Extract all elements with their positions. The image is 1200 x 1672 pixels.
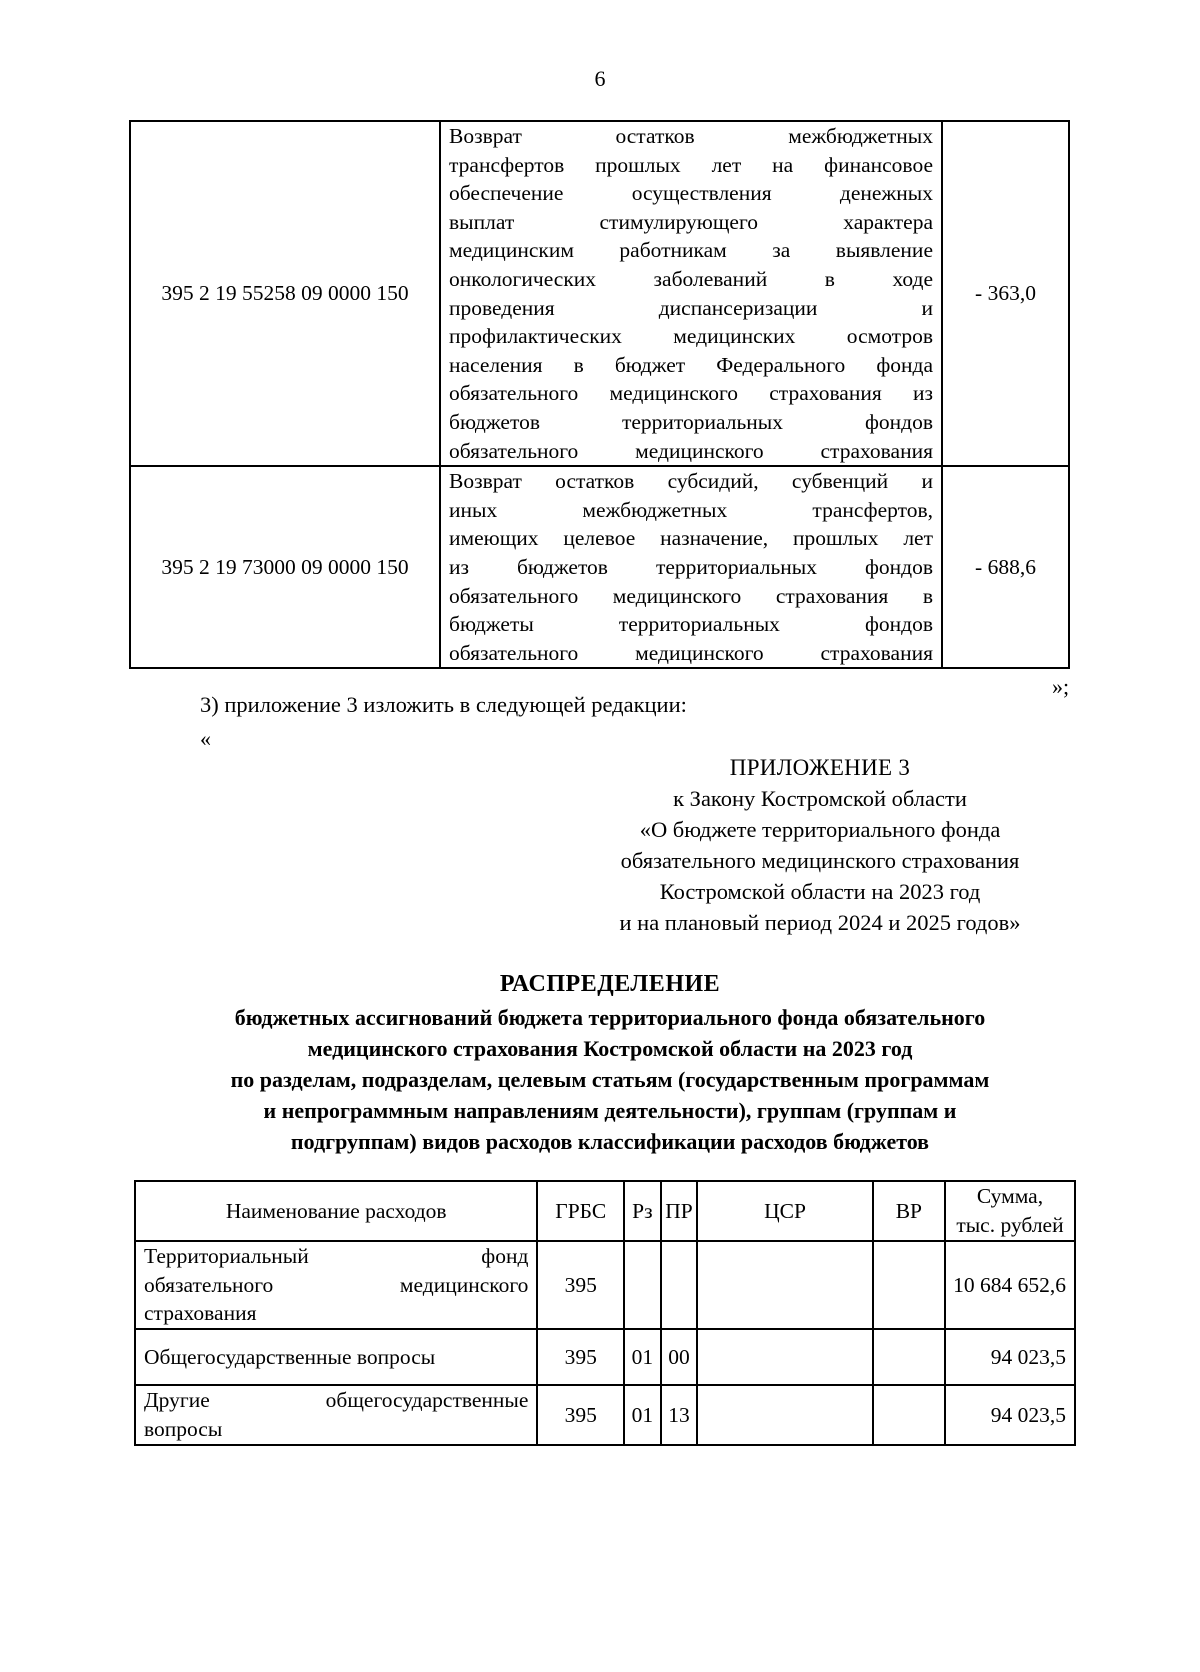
expense-name: [135, 1385, 537, 1445]
description-line: выплат стимулирующего характера: [449, 209, 933, 234]
table-row: [135, 1385, 1075, 1445]
expense-name-line: страхования: [144, 1301, 257, 1326]
opening-quote: «: [200, 726, 211, 751]
appendix-line: «О бюджете территориального фонда: [639, 817, 1001, 842]
table-row: [135, 1241, 1075, 1329]
appendix-line: обязательного медицинского страхования: [620, 848, 1020, 873]
sum-cell: 10 684 652,6: [945, 1241, 1075, 1329]
header-sum: [945, 1181, 1075, 1241]
vr-cell: [873, 1329, 945, 1385]
expense-name: [135, 1329, 537, 1385]
grbs-cell: 395: [537, 1241, 624, 1329]
amount: - 363,0: [942, 121, 1069, 466]
rz-cell: [624, 1241, 661, 1329]
appendix-line: Костромской области на 2023 год: [659, 879, 981, 904]
header-vr: ВР: [873, 1181, 945, 1241]
description-line: обеспечение осуществления денежных: [449, 181, 933, 206]
description-line: из бюджетов территориальных фондов: [449, 554, 933, 579]
page-number: 6: [594, 66, 606, 91]
revenue-description: [440, 121, 942, 466]
header-grbs: ГРБС: [537, 1181, 624, 1241]
description-line: обязательного медицинского страхования: [449, 640, 933, 665]
pr-cell: 13: [661, 1385, 698, 1445]
header-sum-line: Сумма,: [976, 1184, 1044, 1209]
header-csr: ЦСР: [697, 1181, 872, 1241]
amount: - 688,6: [942, 466, 1069, 668]
sum-cell: 94 023,5: [945, 1329, 1075, 1385]
header-sum-line: тыс. рублей: [956, 1213, 1064, 1237]
description-line: профилактических медицинских осмотров: [449, 324, 933, 349]
heading-line: подгруппам) видов расходов классификации расходов бюджетов: [290, 1129, 930, 1154]
closing-quote: »;: [1052, 674, 1070, 699]
vr-cell: [873, 1241, 945, 1329]
expense-name-line: Другие общегосударственные: [144, 1388, 529, 1413]
budget-code: 395 2 19 55258 09 0000 150: [130, 121, 440, 466]
grbs-cell: 395: [537, 1329, 624, 1385]
appendix-line: к Закону Костромской области: [673, 786, 967, 811]
description-line: обязательного медицинского страхования: [449, 438, 933, 463]
header-name: Наименование расходов: [135, 1181, 537, 1241]
pr-cell: [661, 1241, 698, 1329]
heading-line: бюджетных ассигнований бюджета территориального фонда обязательного: [234, 1005, 986, 1030]
heading-title: РАСПРЕДЕЛЕНИЕ: [499, 971, 721, 997]
csr-cell: [697, 1385, 872, 1445]
csr-cell: [697, 1329, 872, 1385]
table-row: [130, 466, 1069, 668]
allocation-table: [134, 1180, 1076, 1446]
rz-cell: 01: [624, 1385, 661, 1445]
header-rz: Рз: [624, 1181, 661, 1241]
description-line: онкологических заболеваний в ходе: [449, 266, 933, 291]
expense-name-line: обязательного медицинского: [144, 1272, 529, 1297]
revenue-table: [129, 120, 1070, 669]
grbs-cell: 395: [537, 1385, 624, 1445]
header-pr: ПР: [661, 1181, 698, 1241]
table-row: [130, 121, 1069, 466]
appendix-line: и на плановый период 2024 и 2025 годов»: [619, 910, 1021, 935]
expense-name-line: Территориальный фонд: [144, 1244, 529, 1269]
rz-cell: 01: [624, 1329, 661, 1385]
document-heading: [140, 966, 1080, 1157]
pr-cell: 00: [661, 1329, 698, 1385]
heading-line: и непрограммным направлениям деятельности), группам (группам и: [263, 1098, 957, 1123]
description-line: населения в бюджет Федерального фонда: [449, 352, 933, 377]
expense-name-line: вопросы: [144, 1417, 223, 1441]
description-line: обязательного медицинского страхования из: [449, 381, 933, 406]
heading-line: по разделам, подразделам, целевым статьям (государственным программам: [230, 1067, 990, 1092]
table-header-row: [135, 1181, 1075, 1241]
table-row: [135, 1329, 1075, 1385]
heading-line: медицинского страхования Костромской области на 2023 год: [307, 1036, 913, 1061]
appendix-title: ПРИЛОЖЕНИЕ 3: [729, 755, 911, 780]
appendix-header: [560, 752, 1080, 938]
description-line: проведения диспансеризации и: [449, 295, 933, 320]
revenue-description: [440, 466, 942, 668]
description-line: Возврат остатков межбюджетных: [449, 124, 933, 148]
description-line: Возврат остатков субсидий, субвенций и: [449, 469, 933, 494]
description-line: имеющих целевое назначение, прошлых лет: [449, 526, 933, 551]
expense-name-line: Общегосударственные вопросы: [144, 1344, 436, 1369]
amendment-instruction: 3) приложение 3 изложить в следующей редакции:: [200, 692, 687, 717]
description-line: бюджеты территориальных фондов: [449, 612, 933, 637]
description-line: иных межбюджетных трансфертов,: [449, 497, 933, 522]
description-line: медицинским работникам за выявление: [449, 238, 933, 263]
description-line: бюджетов территориальных фондов: [449, 409, 933, 434]
vr-cell: [873, 1385, 945, 1445]
description-line: трансфертов прошлых лет на финансовое: [449, 152, 933, 177]
sum-cell: 94 023,5: [945, 1385, 1075, 1445]
description-line: обязательного медицинского страхования в: [449, 583, 933, 608]
csr-cell: [697, 1241, 872, 1329]
budget-code: 395 2 19 73000 09 0000 150: [130, 466, 440, 668]
expense-name: [135, 1241, 537, 1329]
